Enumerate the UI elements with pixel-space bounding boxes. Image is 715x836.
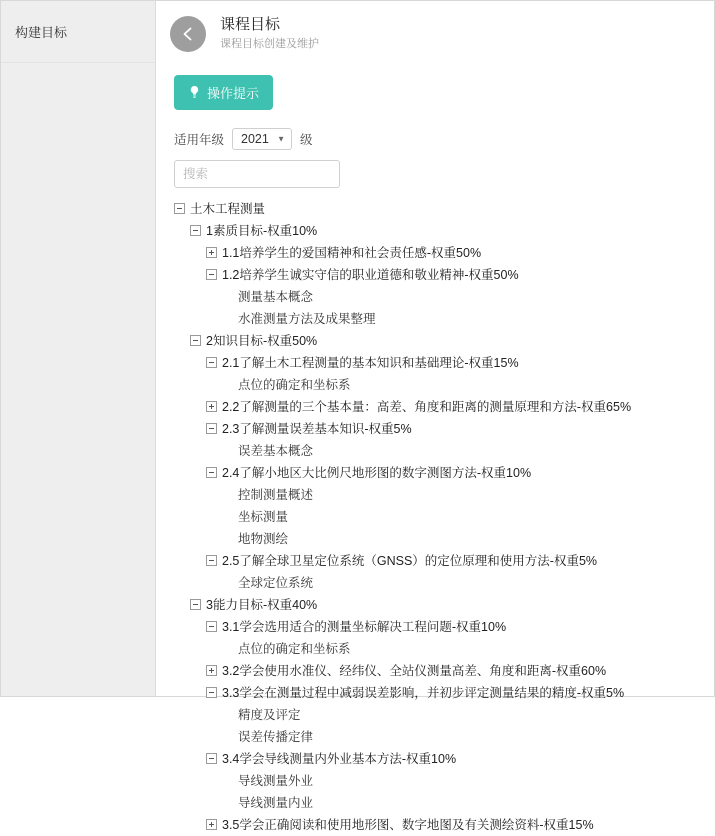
page-header	[156, 1, 714, 63]
main-panel	[156, 1, 714, 832]
collapse-icon[interactable]	[206, 357, 217, 368]
tree-node[interactable]	[174, 264, 700, 286]
tree-node-label: 3.2学会使用水准仪、经纬仪、全站仪测量高差、角度和距离-权重60%	[222, 664, 607, 678]
tree-spacer-icon	[222, 291, 233, 302]
collapse-icon[interactable]	[190, 599, 201, 610]
tree-node-label: 全球定位系统	[238, 576, 314, 590]
tree-node-label: 3.3学会在测量过程中减弱误差影响，并初步评定测量结果的精度-权重5%	[222, 686, 625, 700]
tree-node-label: 误差传播定律	[238, 730, 314, 744]
collapse-icon[interactable]	[206, 555, 217, 566]
arrow-left-icon	[178, 24, 198, 44]
tree-node-label: 水准测量方法及成果整理	[238, 312, 376, 326]
grade-label-suffix: 级	[300, 133, 313, 147]
tree-node-label: 地物测绘	[238, 532, 289, 546]
grade-select-wrap	[232, 128, 292, 150]
tree-node[interactable]	[174, 308, 700, 330]
sidebar	[1, 1, 156, 696]
lightbulb-icon	[188, 85, 201, 101]
tree-node[interactable]	[174, 814, 700, 836]
sidebar-item-label: 构建目标	[15, 25, 68, 40]
tree-node[interactable]	[174, 484, 700, 506]
tree-node[interactable]	[174, 242, 700, 264]
expand-icon[interactable]	[206, 665, 217, 676]
tree-node-label: 2.3了解测量误差基本知识-权重5%	[222, 422, 412, 436]
tree-spacer-icon	[222, 489, 233, 500]
tree-node[interactable]	[174, 198, 700, 220]
tree-node-label: 测量基本概念	[238, 290, 314, 304]
collapse-icon[interactable]	[190, 225, 201, 236]
tree-spacer-icon	[222, 709, 233, 720]
grade-filter-row	[174, 128, 700, 150]
tree-node-label: 导线测量内业	[238, 796, 314, 810]
tree-node[interactable]	[174, 396, 700, 418]
tree-node-label: 2知识目标-权重50%	[206, 334, 318, 348]
collapse-icon[interactable]	[206, 269, 217, 280]
tree-node-label: 1.2培养学生诚实守信的职业道德和敬业精神-权重50%	[222, 268, 519, 282]
tree-node[interactable]	[174, 506, 700, 528]
collapse-icon[interactable]	[206, 753, 217, 764]
expand-icon[interactable]	[206, 401, 217, 412]
tree-node-label: 3能力目标-权重40%	[206, 598, 318, 612]
tree-spacer-icon	[222, 775, 233, 786]
tree-node-label: 3.4学会导线测量内外业基本方法-权重10%	[222, 752, 457, 766]
tree-node-label: 点位的确定和坐标系	[238, 378, 351, 392]
tree-spacer-icon	[222, 643, 233, 654]
expand-icon[interactable]	[206, 819, 217, 830]
tree-spacer-icon	[222, 511, 233, 522]
tree-node-label: 精度及评定	[238, 708, 301, 722]
collapse-icon[interactable]	[206, 687, 217, 698]
tree-spacer-icon	[222, 797, 233, 808]
tree-node[interactable]	[174, 748, 700, 770]
tree-node-label: 坐标测量	[238, 510, 289, 524]
tree-node[interactable]	[174, 462, 700, 484]
tree-node[interactable]	[174, 792, 700, 814]
tree-node[interactable]	[174, 286, 700, 308]
tree-spacer-icon	[222, 445, 233, 456]
page-subtitle: 课程目标创建及维护	[220, 38, 319, 50]
tree-node-label: 2.5了解全球卫星定位系统（GNSS）的定位原理和使用方法-权重5%	[222, 554, 598, 568]
collapse-icon[interactable]	[206, 621, 217, 632]
tree-spacer-icon	[222, 533, 233, 544]
chevron-down-icon: ▼	[277, 134, 286, 144]
page-header-text	[220, 16, 319, 52]
search-input[interactable]	[174, 160, 340, 188]
back-button[interactable]	[170, 16, 206, 52]
tree-node[interactable]	[174, 374, 700, 396]
sidebar-item-build-goals[interactable]	[1, 1, 155, 63]
tree-node[interactable]	[174, 638, 700, 660]
tree-node-label: 2.4了解小地区大比例尺地形图的数字测图方法-权重10%	[222, 466, 532, 480]
tree-node[interactable]	[174, 352, 700, 374]
tree-node-label: 3.5学会正确阅读和使用地形图、数字地图及有关测绘资料-权重15%	[222, 818, 594, 832]
tree-node-label: 点位的确定和坐标系	[238, 642, 351, 656]
tree-node[interactable]	[174, 726, 700, 748]
tree-node[interactable]	[174, 528, 700, 550]
tree-node[interactable]	[174, 330, 700, 352]
grade-label-prefix: 适用年级	[174, 133, 225, 147]
operation-tip-label: 操作提示	[207, 86, 260, 101]
tree-node-label: 1.1培养学生的爱国精神和社会责任感-权重50%	[222, 246, 482, 260]
page-title: 课程目标	[220, 16, 281, 34]
tree-node[interactable]	[174, 572, 700, 594]
collapse-icon[interactable]	[206, 467, 217, 478]
tree-node-label: 导线测量外业	[238, 774, 314, 788]
collapse-icon[interactable]	[206, 423, 217, 434]
tree-spacer-icon	[222, 731, 233, 742]
tree-node[interactable]	[174, 220, 700, 242]
tree-node[interactable]	[174, 418, 700, 440]
tree-node-label: 1素质目标-权重10%	[206, 224, 318, 238]
tree-node[interactable]	[174, 594, 700, 616]
tree-node[interactable]	[174, 440, 700, 462]
tree-node-label: 3.1学会选用适合的测量坐标解决工程问题-权重10%	[222, 620, 507, 634]
tree-node-label: 2.2了解测量的三个基本量：高差、角度和距离的测量原理和方法-权重65%	[222, 400, 632, 414]
tree-node[interactable]	[174, 704, 700, 726]
page-content	[156, 63, 714, 836]
tree-node[interactable]	[174, 660, 700, 682]
expand-icon[interactable]	[206, 247, 217, 258]
tree-node-label: 土木工程测量	[190, 202, 266, 216]
operation-tip-button[interactable]	[174, 75, 273, 110]
tree-node[interactable]	[174, 616, 700, 638]
collapse-icon[interactable]	[190, 335, 201, 346]
tree-spacer-icon	[222, 313, 233, 324]
tree-node-label: 误差基本概念	[238, 444, 314, 458]
goal-tree	[174, 198, 700, 836]
tree-node-label: 2.1了解土木工程测量的基本知识和基础理论-权重15%	[222, 356, 519, 370]
tree-spacer-icon	[222, 577, 233, 588]
tree-node-label: 控制测量概述	[238, 488, 314, 502]
tree-spacer-icon	[222, 379, 233, 390]
tree-node[interactable]	[174, 682, 700, 704]
tree-node[interactable]	[174, 770, 700, 792]
collapse-icon[interactable]	[174, 203, 185, 214]
grade-select[interactable]	[232, 128, 292, 150]
tree-node[interactable]	[174, 550, 700, 572]
